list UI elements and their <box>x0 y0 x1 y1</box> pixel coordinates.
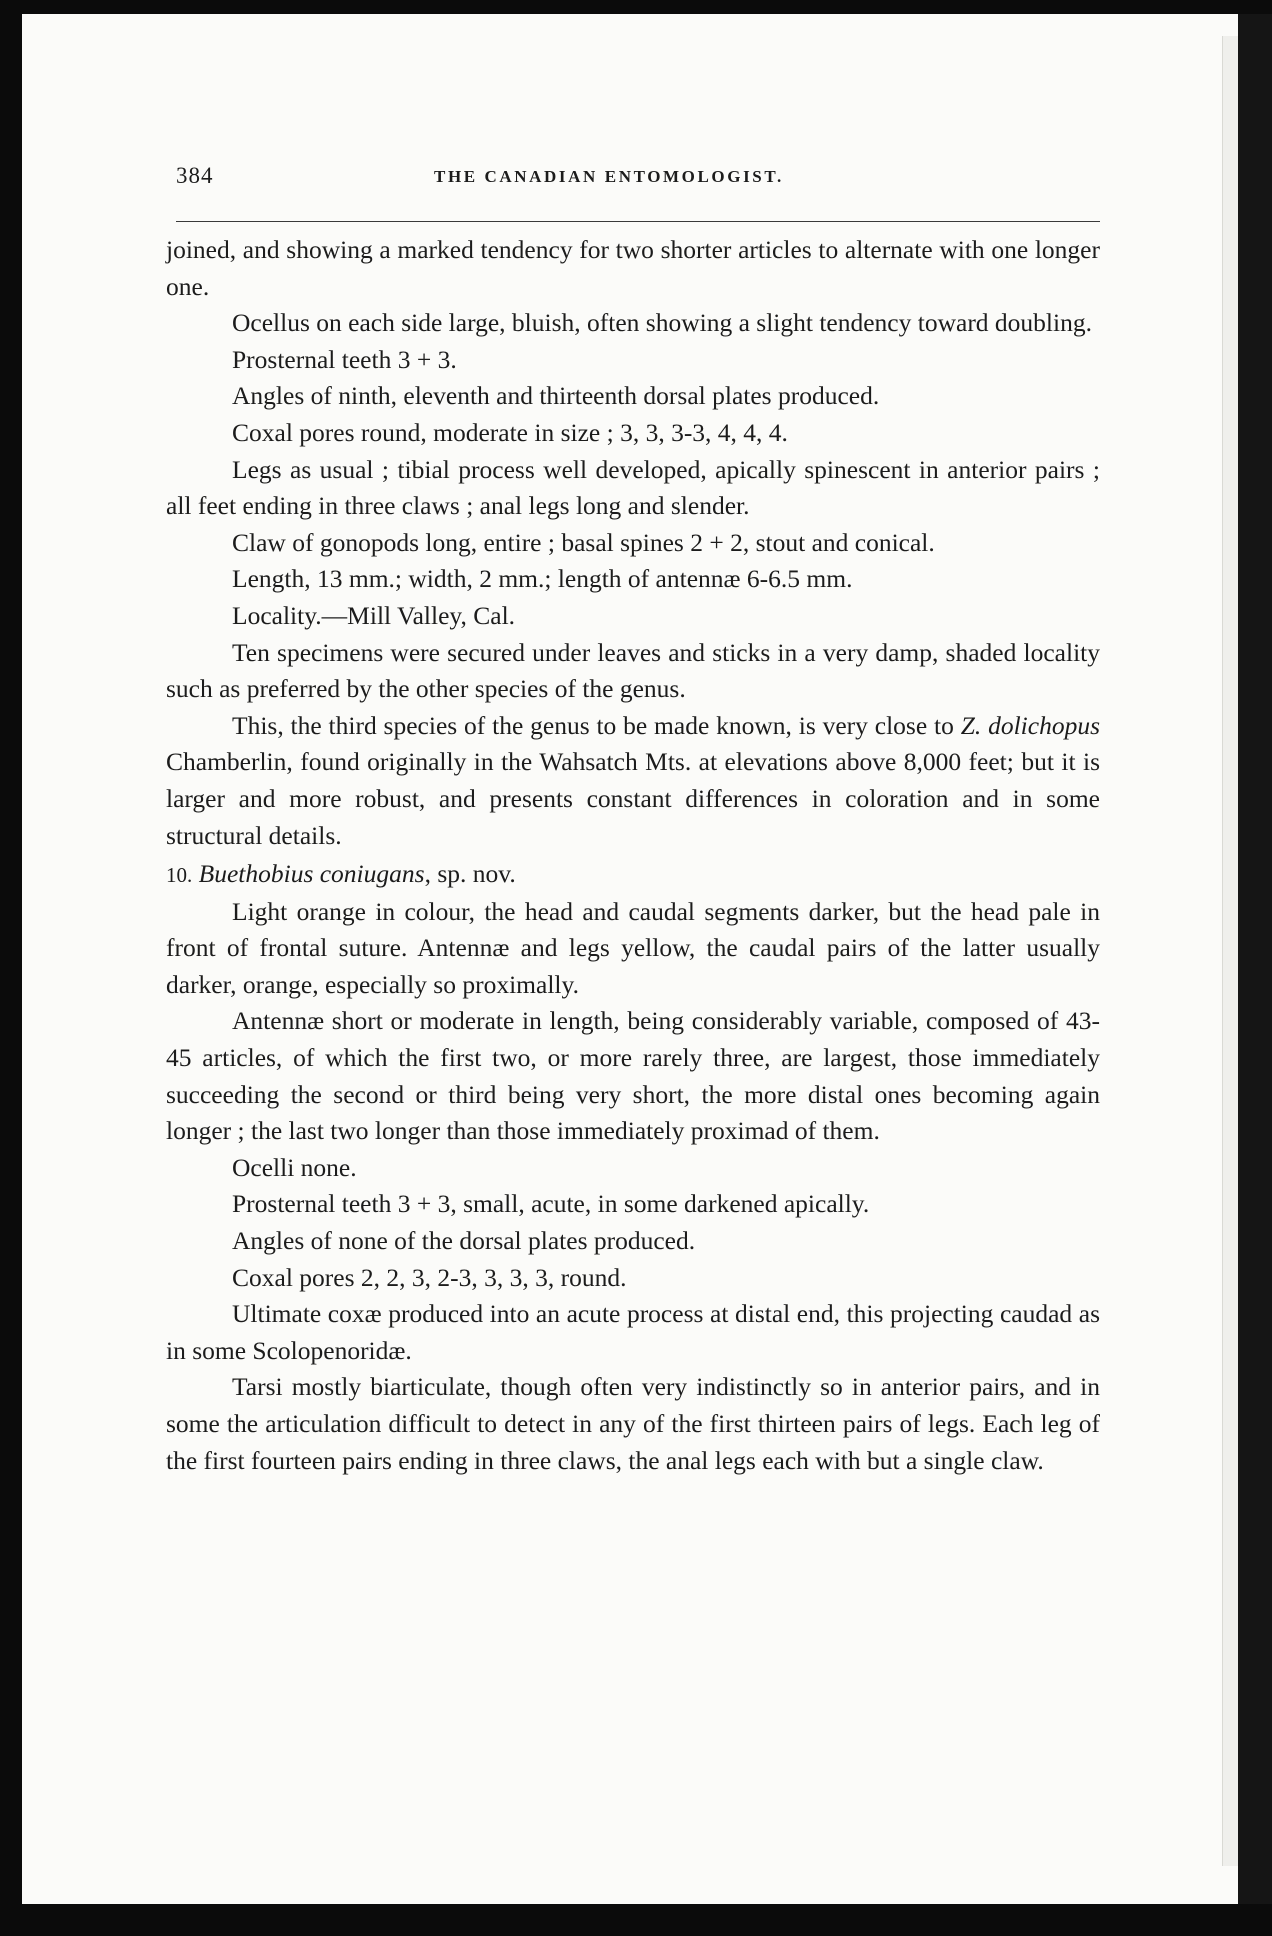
paragraph: Angles of none of the dorsal plates produced. <box>232 1226 696 1256</box>
species-number: 10. <box>166 863 193 888</box>
paragraph: Length, 13 mm.; width, 2 mm.; length of antennæ 6-6.5 mm. <box>232 564 853 594</box>
paragraph: Angles of ninth, eleventh and thirteenth dorsal plates produced. <box>232 381 880 411</box>
paragraph: Ten specimens were secured under leaves and sticks in a very damp, shaded locality such as preferred by the other species of the genus. <box>166 637 1100 704</box>
scan-bottom-border <box>0 1904 1272 1936</box>
paragraph: Prosternal teeth 3 + 3, small, acute, in some darkened apically. <box>232 1189 870 1219</box>
species-heading <box>166 856 1100 894</box>
running-head: THE CANADIAN ENTOMOLOGIST. <box>434 167 784 186</box>
paragraph: Legs as usual ; tibial process well developed, apically spinescent in anterior pairs ; all feet ending in three claws ; anal legs long and slender. <box>166 454 1100 521</box>
paragraph <box>166 708 1100 854</box>
header-rule <box>176 221 1100 222</box>
page-header <box>176 163 1100 191</box>
paragraph-text: This, the third species of the genus to be made known, is very close to <box>232 710 961 740</box>
species-designation: , sp. nov. <box>424 859 516 889</box>
page-edge-shadow <box>1222 36 1239 1866</box>
paragraph: Light orange in colour, the head and caudal segments darker, but the head pale in front of frontal suture. Antennæ and legs yellow, the caudal pairs of the latter usually darker, orange, especially so proximally. <box>166 896 1100 999</box>
page-number: 384 <box>176 163 214 188</box>
paragraph: joined, and showing a marked tendency for two shorter articles to alternate with one longer one. <box>166 235 1100 301</box>
paragraph: Locality.—Mill Valley, Cal. <box>232 600 516 630</box>
species-name: Z. dolichopus <box>960 710 1101 740</box>
paragraph: Coxal pores round, moderate in size ; 3, 3, 3-3, 4, 4, 4. <box>232 417 788 447</box>
paragraph: Ocelli none. <box>232 1152 357 1182</box>
scan-right-border <box>1238 14 1272 1904</box>
paragraph: Prosternal teeth 3 + 3. <box>232 344 457 374</box>
paragraph: Ocellus on each side large, bluish, often showing a slight tendency toward doubling. <box>232 308 1092 338</box>
body-text <box>166 232 1100 1479</box>
paragraph: Claw of gonopods long, entire ; basal spines 2 + 2, stout and conical. <box>232 527 935 557</box>
paragraph: Ultimate coxæ produced into an acute process at distal end, this projecting caudad as in some Scolopenoridæ. <box>166 1299 1100 1365</box>
paragraph: Antennæ short or moderate in length, being considerably variable, composed of 43-45 articles, of which the first two, or more rarely three, are largest, those immediately succeeding the second or third being very short, the more distal ones becoming again longer ; the last two longer than those immediately proximad of them. <box>166 1006 1100 1146</box>
paragraph: Tarsi mostly biarticulate, though often very indistinctly so in anterior pairs, and in some the articulation difficult to detect in any of the first thirteen pairs of legs. Each leg of the first fourteen pairs ending in three claws, the anal legs each with but a single claw. <box>166 1372 1100 1475</box>
species-name: Buethobius coniugans <box>198 859 425 889</box>
scan-top-border <box>0 0 1272 14</box>
paragraph-text: Chamberlin, found originally in the Wahsatch Mts. at elevations above 8,000 feet; but it is larger and more robust, and presents constant differences in coloration and in some structural details. <box>166 747 1100 850</box>
paragraph: Coxal pores 2, 2, 3, 2-3, 3, 3, 3, round. <box>232 1262 627 1292</box>
